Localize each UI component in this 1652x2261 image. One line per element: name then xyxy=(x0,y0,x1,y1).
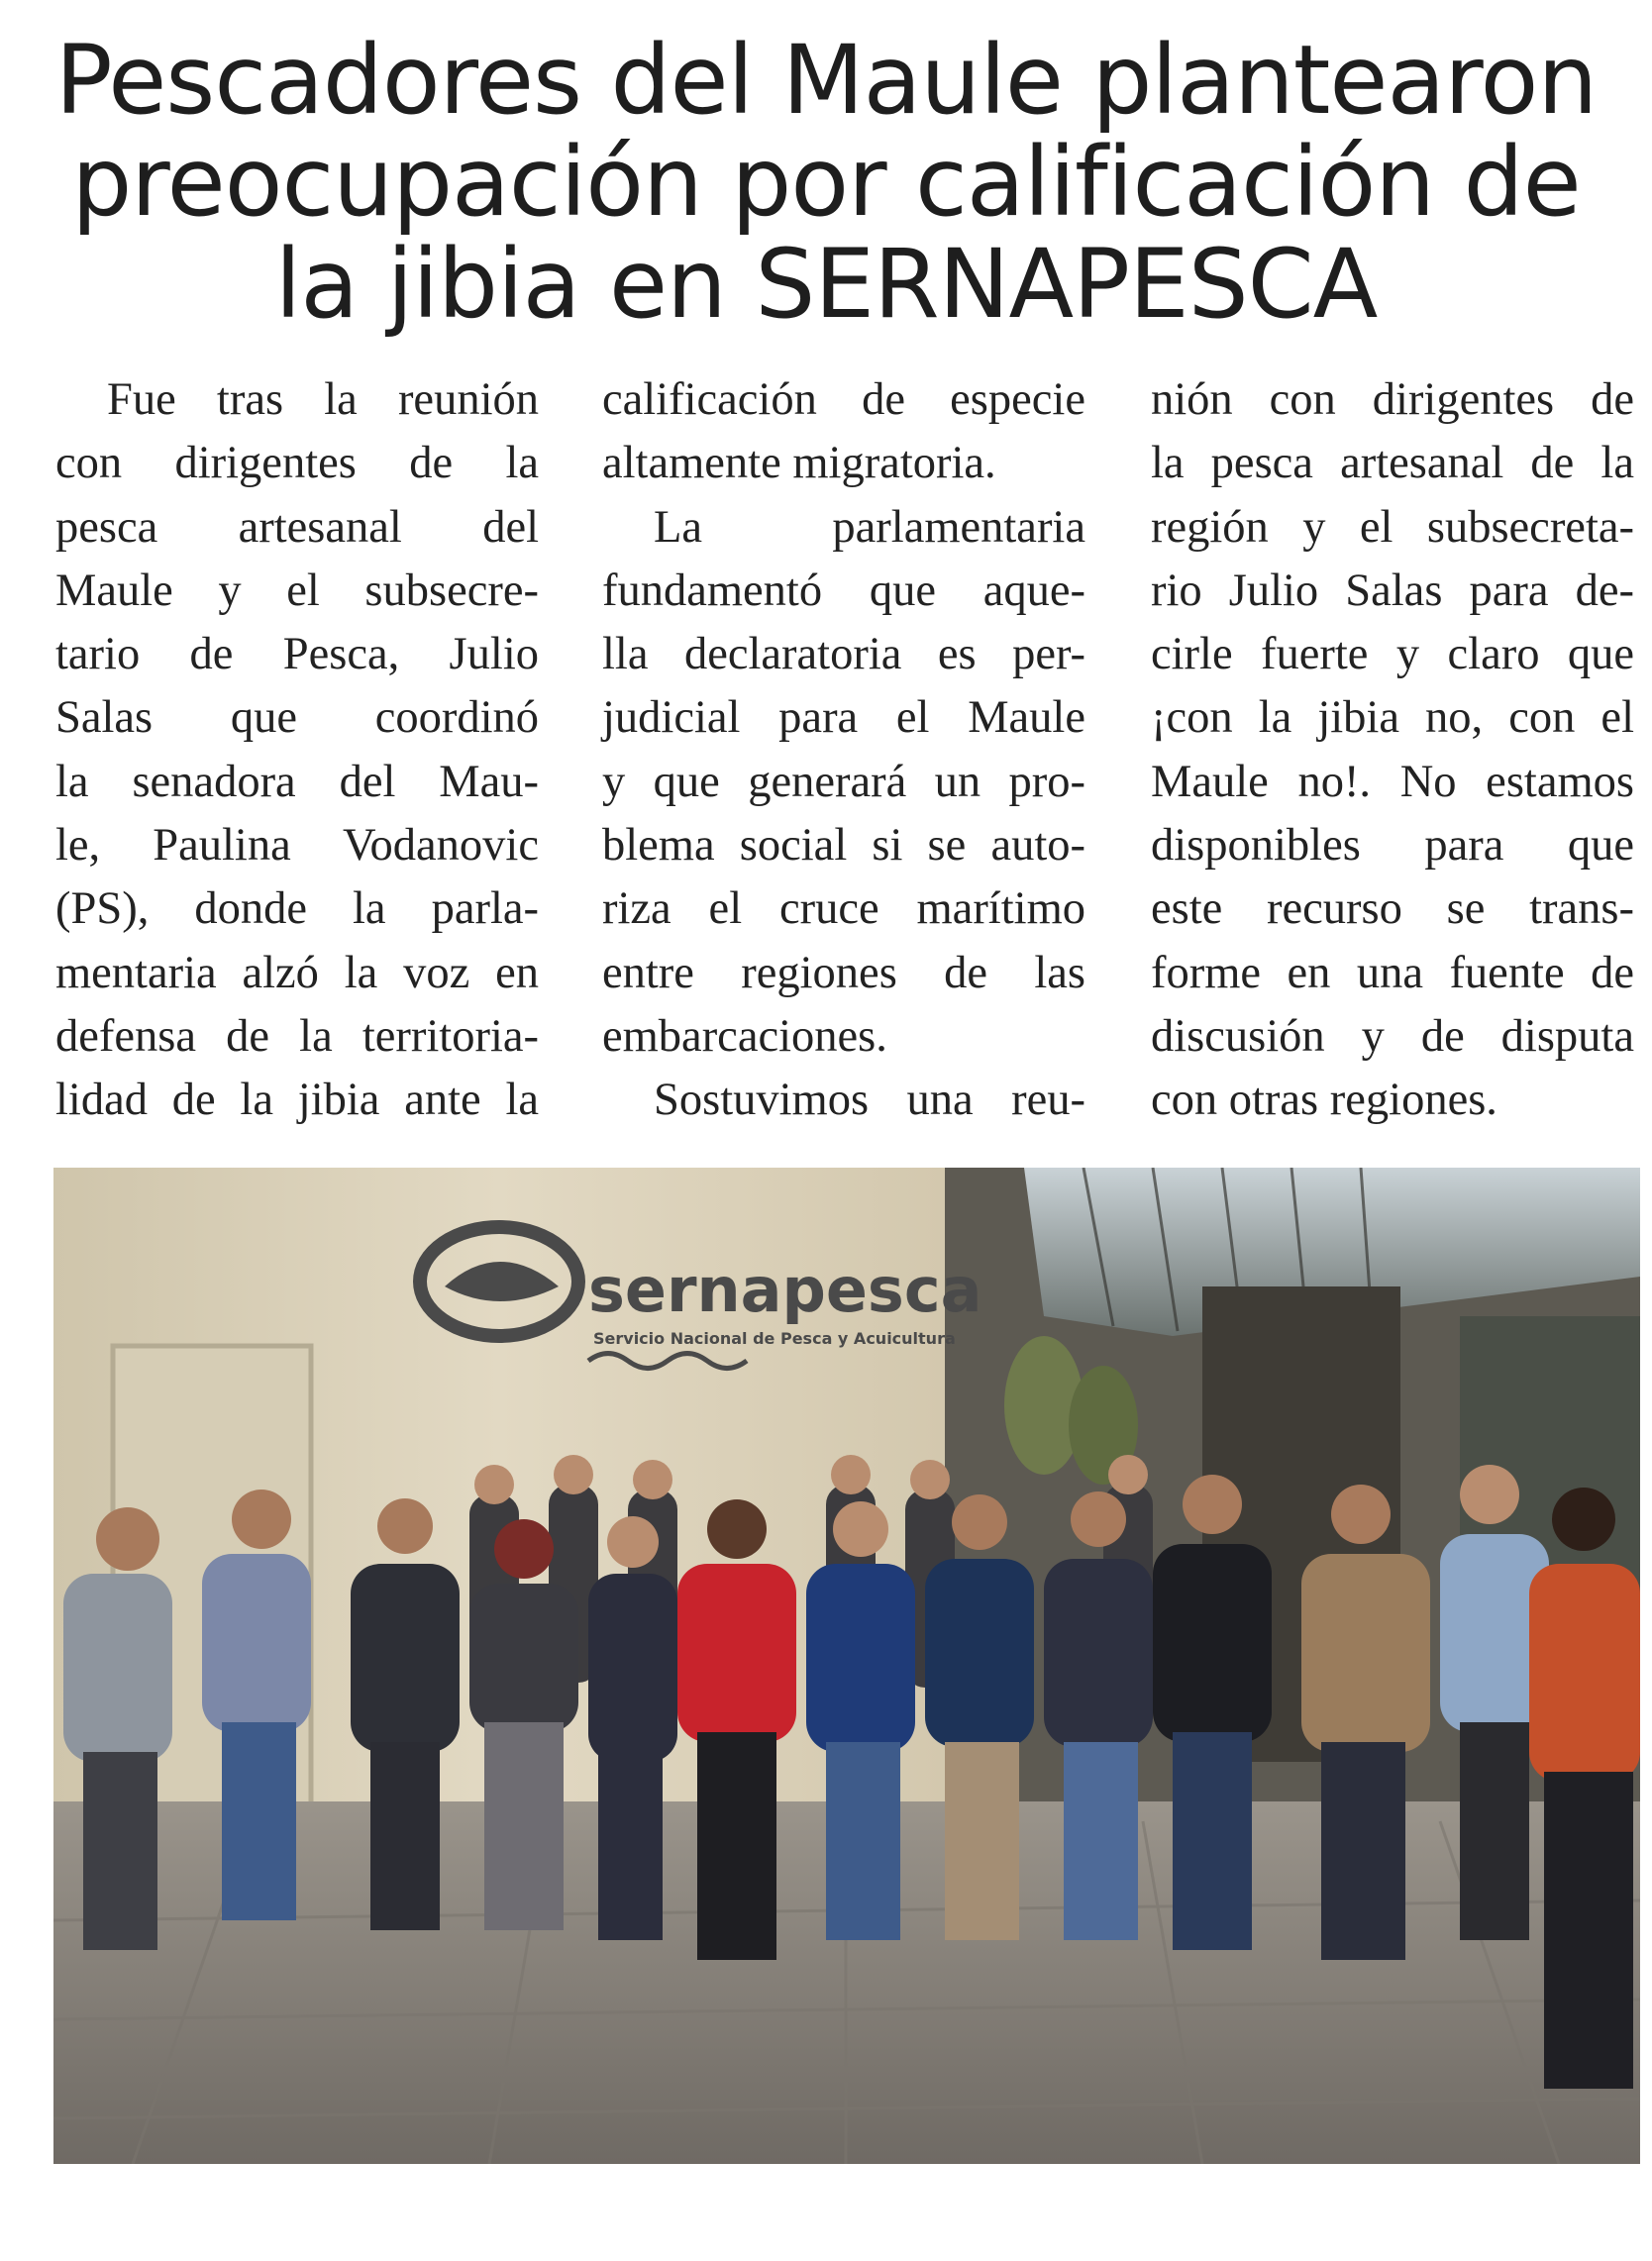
text-line: lla declaratoria es per- xyxy=(602,629,1085,680)
text-line: nión con dirigentes de xyxy=(1151,374,1634,425)
text-line: discusión y de disputa xyxy=(1151,1010,1634,1062)
text-line: altamente migratoria. xyxy=(602,438,996,489)
text-line: La parlamentaria xyxy=(654,501,1085,553)
text-line: la pesca artesanal de la xyxy=(1151,438,1634,489)
text-line: disponibles para que xyxy=(1151,820,1634,872)
text-line: cirle fuerte y claro que xyxy=(1151,629,1634,680)
text-line: Sostuvimos una reu- xyxy=(654,1075,1085,1126)
text-line: (PS), donde la parla- xyxy=(55,883,539,935)
text-line: embarcaciones. xyxy=(602,1010,887,1062)
text-line: mentaria alzó la voz en xyxy=(55,947,539,998)
text-line: y que generará un pro- xyxy=(602,756,1085,807)
headline-line-1: Pescadores del Maule plantearon xyxy=(54,25,1598,136)
text-line: calificación de especie xyxy=(602,374,1085,425)
text-line: judicial para el Maule xyxy=(602,692,1085,744)
text-line: región y el subsecreta- xyxy=(1151,501,1634,553)
article-column-2 xyxy=(602,368,1085,1133)
text-line: riza el cruce marítimo xyxy=(602,883,1085,935)
headline-line-3: la jibia en SERNAPESCA xyxy=(274,229,1378,340)
text-line: este recurso se trans- xyxy=(1151,883,1634,935)
article-column-1 xyxy=(55,368,539,1133)
text-line: defensa de la territoria- xyxy=(55,1010,539,1062)
text-line: ¡con la jibia no, con el xyxy=(1151,692,1634,744)
text-line: Maule no!. No estamos xyxy=(1151,756,1634,807)
text-line: la senadora del Mau- xyxy=(55,756,539,807)
text-line: le, Paulina Vodanovic xyxy=(55,820,539,872)
text-line: fundamentó que aque- xyxy=(602,565,1085,616)
headline-line-2: preocupación por calificación de xyxy=(71,127,1581,238)
photo-illustration xyxy=(53,1168,1640,2164)
text-line: tario de Pesca, Julio xyxy=(55,629,539,680)
text-line: pesca artesanal del xyxy=(55,501,539,553)
article-column-3 xyxy=(1151,368,1634,1133)
logo-wordmark: sernapesca xyxy=(588,1254,982,1326)
article-photo xyxy=(53,1168,1640,2164)
text-line: Fue tras la reunión xyxy=(107,374,539,425)
text-line: con dirigentes de la xyxy=(55,438,539,489)
logo-subtitle: Servicio Nacional de Pesca y Acuicultura xyxy=(593,1329,956,1348)
text-line: con otras regiones. xyxy=(1151,1075,1497,1126)
text-line: forme en una fuente de xyxy=(1151,947,1634,998)
text-line: rio Julio Salas para de- xyxy=(1151,565,1634,616)
article-headline xyxy=(40,25,1612,340)
text-line: entre regiones de las xyxy=(602,947,1085,998)
text-line: Salas que coordinó xyxy=(55,692,539,744)
red-coat xyxy=(677,1564,796,1742)
text-line: lidad de la jibia ante la xyxy=(55,1075,539,1126)
text-line: blema social si se auto- xyxy=(602,820,1085,872)
text-line: Maule y el subsecre- xyxy=(55,565,539,616)
